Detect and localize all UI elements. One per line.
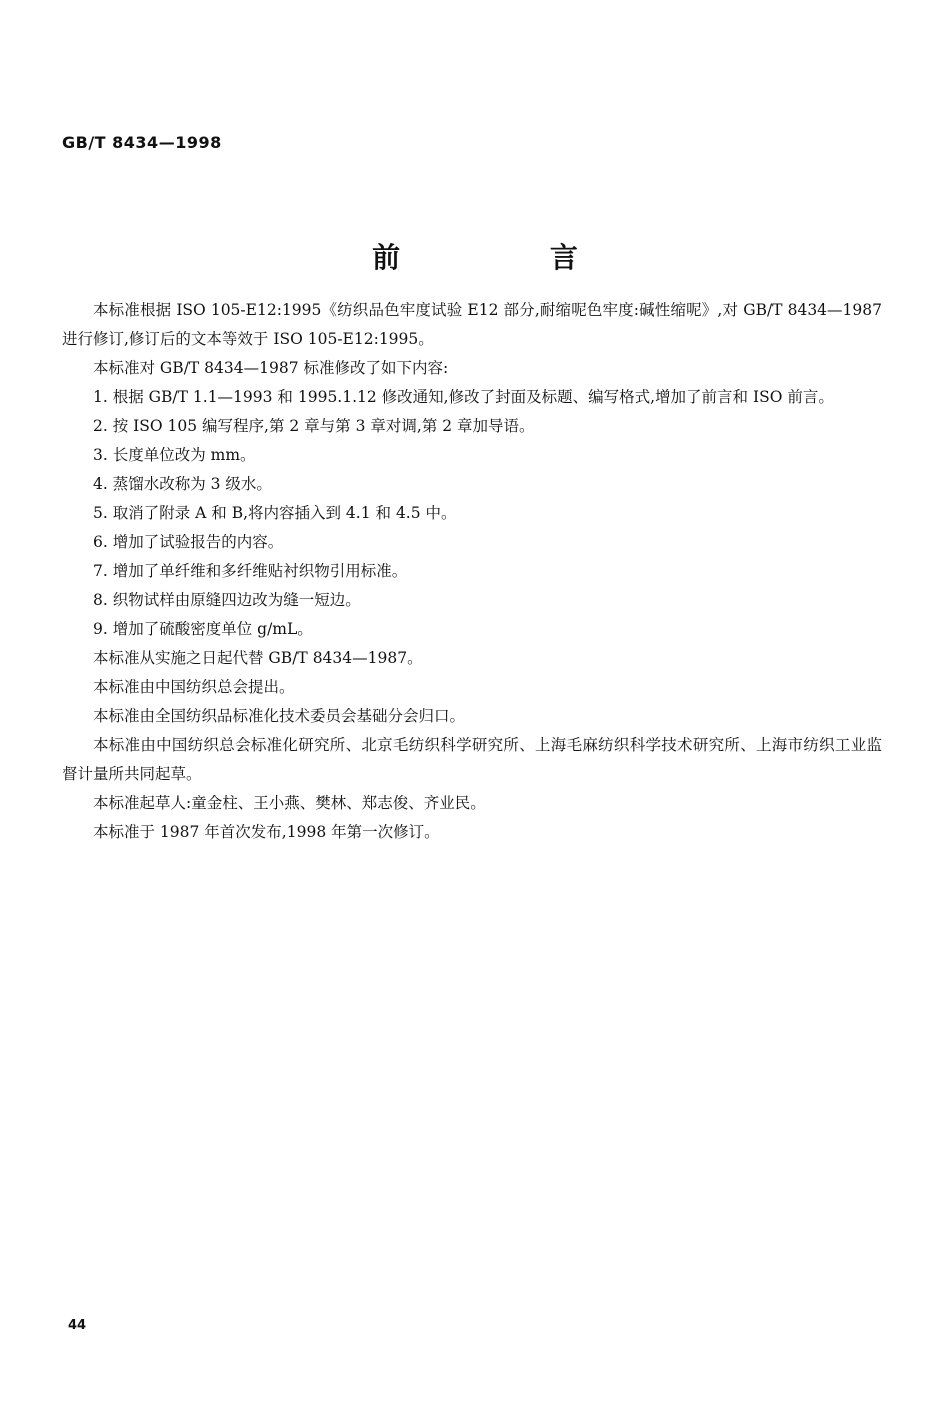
list-item: 8. 织物试样由原缝四边改为缝一短边。 bbox=[93, 591, 361, 609]
list-item: 9. 增加了硫酸密度单位 g/mL。 bbox=[93, 620, 313, 638]
list-item: 3. 长度单位改为 mm。 bbox=[93, 446, 256, 464]
list-item: 6. 增加了试验报告的内容。 bbox=[93, 533, 284, 551]
paragraph: 本标准由全国纺织品标准化技术委员会基础分会归口。 bbox=[93, 707, 466, 725]
list-item: 2. 按 ISO 105 编写程序,第 2 章与第 3 章对调,第 2 章加导语。 bbox=[93, 417, 535, 435]
paragraph: 本标准于 1987 年首次发布,1998 年第一次修订。 bbox=[93, 823, 440, 841]
foreword-body bbox=[62, 296, 882, 847]
list-item: 4. 蒸馏水改称为 3 级水。 bbox=[93, 475, 272, 493]
paragraph: 本标准从实施之日起代替 GB/T 8434—1987。 bbox=[93, 649, 423, 667]
standard-code: GB/T 8434—1998 bbox=[62, 133, 222, 152]
paragraph: 本标准由中国纺织总会提出。 bbox=[93, 678, 295, 696]
list-item: 5. 取消了附录 A 和 B,将内容插入到 4.1 和 4.5 中。 bbox=[93, 504, 457, 522]
paragraph: 本标准对 GB/T 8434—1987 标准修改了如下内容: bbox=[93, 359, 449, 377]
paragraph: 本标准由中国纺织总会标准化研究所、北京毛纺织科学研究所、上海毛麻纺织科学技术研究所、上海市纺织工业监督计量所共同起草。 bbox=[62, 736, 882, 783]
paragraph: 本标准根据 ISO 105-E12:1995《纺织品色牢度试验 E12 部分,耐缩呢色牢度:碱性缩呢》,对 GB/T 8434—1987进行修订,修订后的文本等效于 ISO 105-E12:1995。 bbox=[62, 301, 882, 348]
page-number: 44 bbox=[68, 1318, 87, 1333]
list-item: 7. 增加了单纤维和多纤维贴衬织物引用标准。 bbox=[93, 562, 408, 580]
list-item: 1. 根据 GB/T 1.1—1993 和 1995.1.12 修改通知,修改了封面及标题、编写格式,增加了前言和 ISO 前言。 bbox=[93, 388, 834, 406]
paragraph: 本标准起草人:童金柱、王小燕、樊林、郑志俊、齐业民。 bbox=[93, 794, 486, 812]
page-title: 前 言 bbox=[372, 241, 648, 274]
